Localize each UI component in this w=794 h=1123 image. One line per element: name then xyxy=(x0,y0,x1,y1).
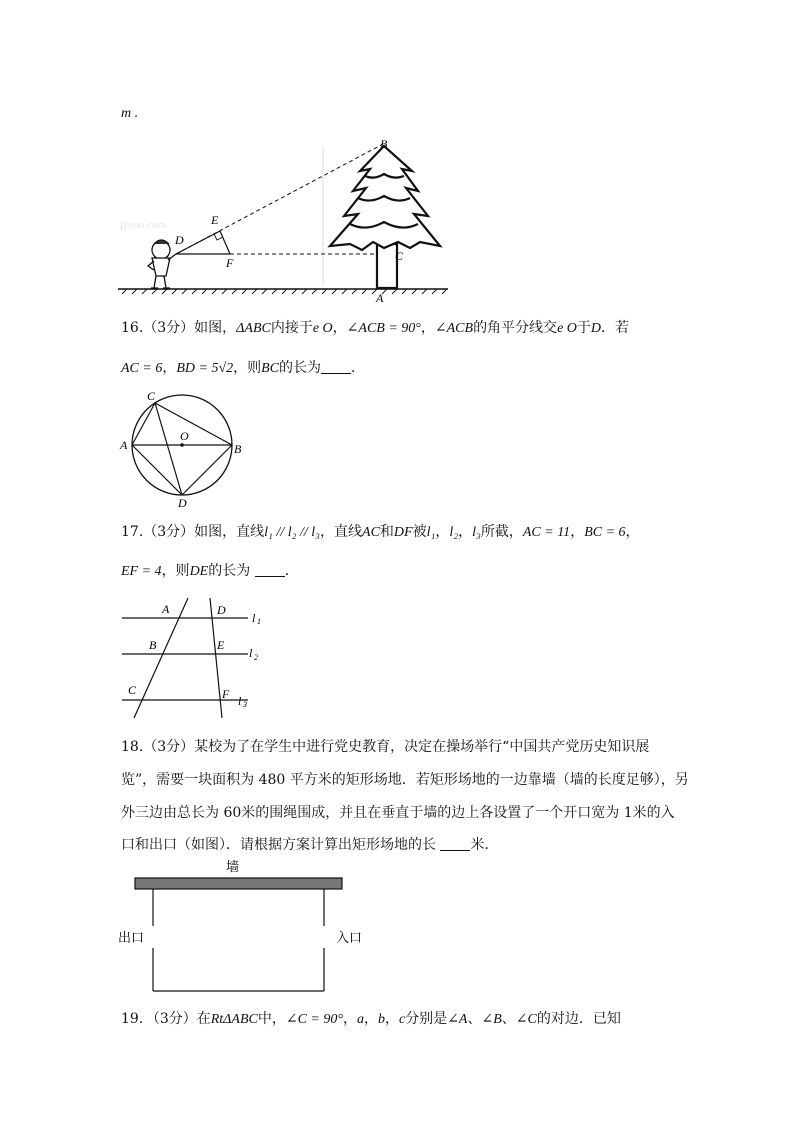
q19-angle-c2: ∠C xyxy=(515,1012,537,1027)
q17-l1: l₁ xyxy=(426,525,436,540)
label-F: F xyxy=(222,687,230,701)
q19-triangle: RtΔABC xyxy=(210,1012,258,1027)
label-l1-sub: 1 xyxy=(257,617,261,626)
q16-text: ，则 xyxy=(233,360,262,376)
q18-line3: 外三边由总长为 60米的围绳围成，并且在垂直于墙的边上各设置了一个开口宽为 1米的入 xyxy=(121,805,675,821)
q19-angle-a: ∠A xyxy=(447,1012,468,1027)
label-entrance: 入口 xyxy=(336,930,363,945)
q16-text: 的长为 xyxy=(279,360,322,376)
segment-AC xyxy=(132,403,155,445)
q16-text: ．若 xyxy=(601,320,630,336)
watermark: jyeoo.com xyxy=(120,219,167,231)
q17-text: ， xyxy=(570,524,585,540)
q18-text: 口和出口（如图）．请根据方案计算出矩形场地的长 xyxy=(121,837,436,853)
q17-text: 和 xyxy=(379,524,394,540)
answer-blank xyxy=(440,836,470,851)
label-l3-sub: 3 xyxy=(243,700,247,709)
q19-text: 中， xyxy=(257,1011,286,1027)
q17-df: DF xyxy=(393,525,413,540)
wall-bar xyxy=(135,878,342,889)
center-dot xyxy=(180,443,184,447)
q17-ac-value: AC = 11 xyxy=(522,525,571,540)
answer-blank xyxy=(321,359,351,374)
q16-circle: e O xyxy=(557,321,577,336)
q19-side-b: b xyxy=(377,1012,385,1027)
q19-text: 分别是 xyxy=(405,1011,448,1027)
figure-tree-measurement xyxy=(118,136,458,306)
label-l2: l xyxy=(249,646,253,660)
label-O: O xyxy=(180,429,189,443)
q16-text: ， xyxy=(162,360,177,376)
q19-line1 xyxy=(121,1009,621,1030)
q16-ac: AC = 6 xyxy=(121,361,163,376)
label-exit: 出口 xyxy=(118,930,145,945)
q19-side-a: a xyxy=(356,1012,364,1027)
q19-text: 、 xyxy=(467,1011,482,1027)
label-l3: l xyxy=(238,694,242,708)
q16-point: D xyxy=(590,321,602,336)
figure-rectangular-field xyxy=(118,858,378,998)
label-l2-sub: 2 xyxy=(254,653,258,662)
label-B: B xyxy=(234,442,242,456)
label-C: C xyxy=(128,683,137,697)
q16-triangle: ΔABC xyxy=(236,321,271,336)
person-figure xyxy=(148,240,176,288)
label-F: F xyxy=(226,256,234,270)
figure-circle xyxy=(118,388,248,510)
q17-line1 xyxy=(121,522,640,543)
q17-text: 被 xyxy=(412,524,427,540)
tree xyxy=(330,146,440,288)
answer-blank xyxy=(255,562,285,577)
q16-text: ． xyxy=(351,360,366,376)
q17-de: DE xyxy=(189,564,209,579)
q18-line1: 18.（3分）某校为了在学生中进行党史教育，决定在操场举行“中国共产党历史知识展 xyxy=(121,739,650,755)
q17-text: ． xyxy=(284,563,299,579)
label-D: D xyxy=(178,496,187,510)
q17-parallel: l₁ // l₂ // l₃ xyxy=(264,525,321,540)
q16-angle: ∠ACB = 90° xyxy=(346,321,421,336)
label-C: C xyxy=(395,249,404,263)
q16-text: ， xyxy=(332,320,347,336)
label-D: D xyxy=(175,233,184,247)
segment-EF xyxy=(220,231,230,254)
q16-bd: BD = 5√2 xyxy=(176,361,234,376)
q19-number: 19．（3分）在 xyxy=(121,1011,211,1027)
label-A: A xyxy=(120,438,128,452)
q17-text: ， xyxy=(435,524,450,540)
label-A: A xyxy=(376,291,384,305)
label-C: C xyxy=(147,389,156,403)
label-B: B xyxy=(380,137,388,151)
q17-text: ， xyxy=(458,524,473,540)
q17-text: 所截， xyxy=(480,524,523,540)
q16-text: 内接于 xyxy=(270,320,313,336)
q16-angle: ∠ACB xyxy=(434,321,474,336)
q17-ac: AC xyxy=(362,525,380,540)
q16-text: 的角平分线交 xyxy=(473,320,558,336)
q19-text: ， xyxy=(363,1011,378,1027)
q19-side-c: c xyxy=(398,1012,406,1027)
segment-BD xyxy=(182,445,232,495)
q19-angle-c: ∠C = 90° xyxy=(285,1012,343,1027)
q16-number: 16.（3分） xyxy=(121,320,195,336)
q17-text: ， xyxy=(625,524,640,540)
label-l1: l xyxy=(252,611,256,625)
q17-l2: l₂ xyxy=(449,525,459,540)
label-D: D xyxy=(217,603,226,617)
q19-text: 的对边．已知 xyxy=(536,1011,621,1027)
q19-angle-b: ∠B xyxy=(481,1012,502,1027)
q16-line2 xyxy=(121,358,365,379)
label-E: E xyxy=(217,638,225,652)
q17-number: 17.（3分） xyxy=(121,524,195,540)
q16-line1 xyxy=(121,318,629,339)
q17-l3: l₃ xyxy=(472,525,481,540)
q17-text: ，直线 xyxy=(320,524,363,540)
q17-ef-value: EF = 4 xyxy=(121,564,162,579)
q18-line2: 览”，需要一块面积为 480 平方米的矩形场地．若矩形场地的一边靠墙（墙的长度足够），另 xyxy=(121,772,689,788)
q17-text: ，则 xyxy=(161,563,190,579)
q19-text: ， xyxy=(342,1011,357,1027)
q17-text: 的长为 xyxy=(208,563,251,579)
label-B: B xyxy=(149,638,157,652)
label-wall: 墙 xyxy=(226,859,240,874)
segment-BC xyxy=(155,403,232,445)
q16-bc: BC xyxy=(261,361,280,376)
figure-parallel-lines xyxy=(118,594,278,722)
q17-bc-value: BC = 6 xyxy=(584,525,626,540)
q19-text: 、 xyxy=(501,1011,516,1027)
q17-text: 如图，直线 xyxy=(194,524,265,540)
label-E: E xyxy=(211,213,219,227)
unit-m: m . xyxy=(121,106,139,121)
q18-text: 米． xyxy=(470,837,499,853)
q18-line4 xyxy=(121,835,498,855)
label-A: A xyxy=(162,602,170,616)
q16-circle: e O xyxy=(312,321,333,336)
q16-text: ， xyxy=(420,320,435,336)
q16-text: 如图， xyxy=(194,320,237,336)
q17-line2 xyxy=(121,561,299,582)
q19-text: ， xyxy=(384,1011,399,1027)
q16-text: 于 xyxy=(576,320,591,336)
previous-answer-tail xyxy=(121,103,138,124)
